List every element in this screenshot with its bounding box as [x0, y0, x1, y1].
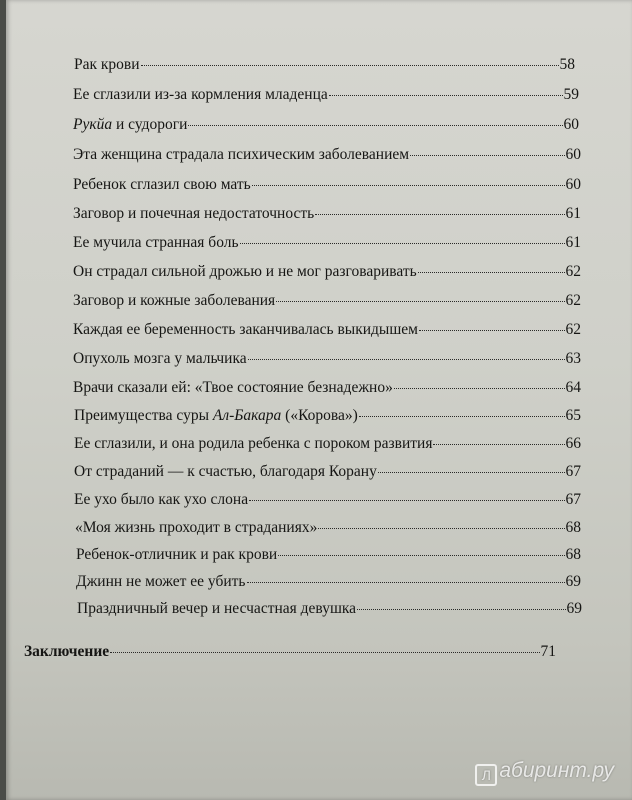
toc-entry [74, 407, 581, 425]
toc-entry-page: 66 [565, 435, 581, 452]
toc-entry-title: Эта женщина страдала психическим заболеванием [73, 146, 410, 163]
leader-dots [248, 359, 565, 360]
toc-entry [74, 435, 581, 453]
toc-entry-title: От страданий — к счастью, благодаря Корану [74, 463, 377, 480]
leader-dots [141, 65, 559, 66]
toc-entry-title [73, 116, 187, 134]
toc-entry-page: 61 [565, 234, 581, 251]
toc-entry [73, 263, 581, 281]
toc-entry [76, 546, 581, 564]
toc-entry-page: 67 [565, 463, 581, 480]
leader-dots [249, 500, 564, 501]
toc-entry [73, 116, 579, 134]
toc-entry-page: 67 [565, 491, 581, 508]
toc-entry-title: Джинн не может ее убить [76, 573, 246, 590]
toc-entry-page: 61 [565, 205, 581, 222]
toc-entry-title: Опухоль мозга у мальчика [73, 350, 247, 367]
toc-entry-title-italic: Рукйа [73, 116, 113, 133]
toc-entry-page: 65 [565, 407, 581, 424]
toc-entry-title: Праздничный вечер и несчастная девушка [77, 600, 357, 617]
leader-dots [433, 444, 564, 445]
leader-dots [359, 416, 565, 417]
toc-entry-page: 60 [565, 146, 581, 163]
toc-entry-title: Заговор и почечная недостаточность [73, 205, 315, 222]
leader-dots [394, 388, 565, 389]
toc-entry [77, 600, 582, 618]
toc-entry [74, 491, 581, 509]
toc-entry-page: 69 [566, 600, 582, 617]
toc-entry [73, 379, 581, 397]
toc-entry-page: 62 [565, 292, 581, 309]
leader-dots [418, 272, 565, 273]
toc-entry [73, 292, 581, 310]
toc-conclusion-page: 71 [540, 643, 556, 660]
toc-entry-page: 63 [565, 350, 581, 367]
toc-entry-title: Врачи сказали ей: «Твое состояние безнадежно» [73, 379, 393, 396]
leader-dots [329, 95, 563, 96]
toc-entry-title: Ребенок-отличник и рак крови [76, 546, 278, 563]
watermark-text: абиринт.ру [499, 759, 614, 782]
leader-dots [357, 609, 565, 610]
toc-entry [73, 86, 579, 104]
leader-dots [315, 214, 564, 215]
toc-entry [73, 205, 581, 223]
toc-entry [74, 56, 575, 74]
leader-dots [188, 125, 562, 126]
toc-conclusion [24, 643, 556, 661]
toc-entry-page: 59 [563, 86, 579, 103]
table-of-contents [6, 0, 632, 800]
toc-entry-page: 68 [565, 546, 581, 563]
toc-entry-title: Каждая ее беременность заканчивалась выкидышем [73, 321, 418, 338]
leader-dots [110, 652, 539, 653]
toc-entry-title: Рак крови [74, 56, 140, 73]
toc-entry [73, 146, 581, 164]
toc-entry-page: 69 [565, 573, 581, 590]
leader-dots [419, 330, 565, 331]
toc-entry-title: Заговор и кожные заболевания [73, 292, 276, 309]
leader-dots [247, 582, 565, 583]
toc-entry-title: Он страдал сильной дрожью и не мог разговаривать [73, 263, 417, 280]
toc-entry-title-rest: и судороги [112, 116, 188, 133]
toc-entry [73, 234, 581, 252]
toc-entry-title-rest: («Корова») [281, 407, 358, 424]
toc-conclusion-title: Заключение [24, 643, 110, 660]
leader-dots [278, 555, 564, 556]
toc-entry [75, 519, 581, 537]
toc-entry-title: Ее мучила странная боль [73, 234, 239, 251]
leader-dots [410, 155, 564, 156]
toc-entry-title: Ее ухо было как ухо слона [74, 491, 249, 508]
leader-dots [318, 528, 564, 529]
toc-entry-title [74, 407, 358, 425]
toc-entry-page: 68 [565, 519, 581, 536]
toc-entry-title: Ее сглазили из-за кормления младенца [73, 86, 328, 103]
toc-entry [73, 176, 581, 194]
leader-dots [276, 301, 564, 302]
leader-dots [240, 243, 565, 244]
toc-entry-title-italic: Ал-Бакара [212, 407, 282, 424]
toc-entry-page: 60 [565, 176, 581, 193]
toc-entry-page: 62 [565, 263, 581, 280]
toc-entry-title-before: Преимущества суры [74, 407, 213, 424]
toc-entry-page: 62 [565, 321, 581, 338]
toc-entry-page: 58 [559, 56, 575, 73]
toc-entry [74, 463, 581, 481]
toc-entry-title: «Моя жизнь проходит в страданиях» [75, 519, 318, 536]
toc-entry [76, 573, 581, 591]
toc-entry [73, 321, 581, 339]
toc-entry-title: Ее сглазили, и она родила ребенка с пороком развития [74, 435, 433, 452]
labirint-logo-icon: Л [475, 764, 497, 786]
book-page [6, 0, 632, 800]
leader-dots [378, 472, 565, 473]
toc-entry-page: 64 [565, 379, 581, 396]
leader-dots [252, 185, 565, 186]
toc-entry-page: 60 [563, 116, 579, 133]
labirint-watermark [475, 759, 614, 786]
toc-entry [73, 350, 581, 368]
toc-entry-title: Ребенок сглазил свою мать [73, 176, 251, 193]
